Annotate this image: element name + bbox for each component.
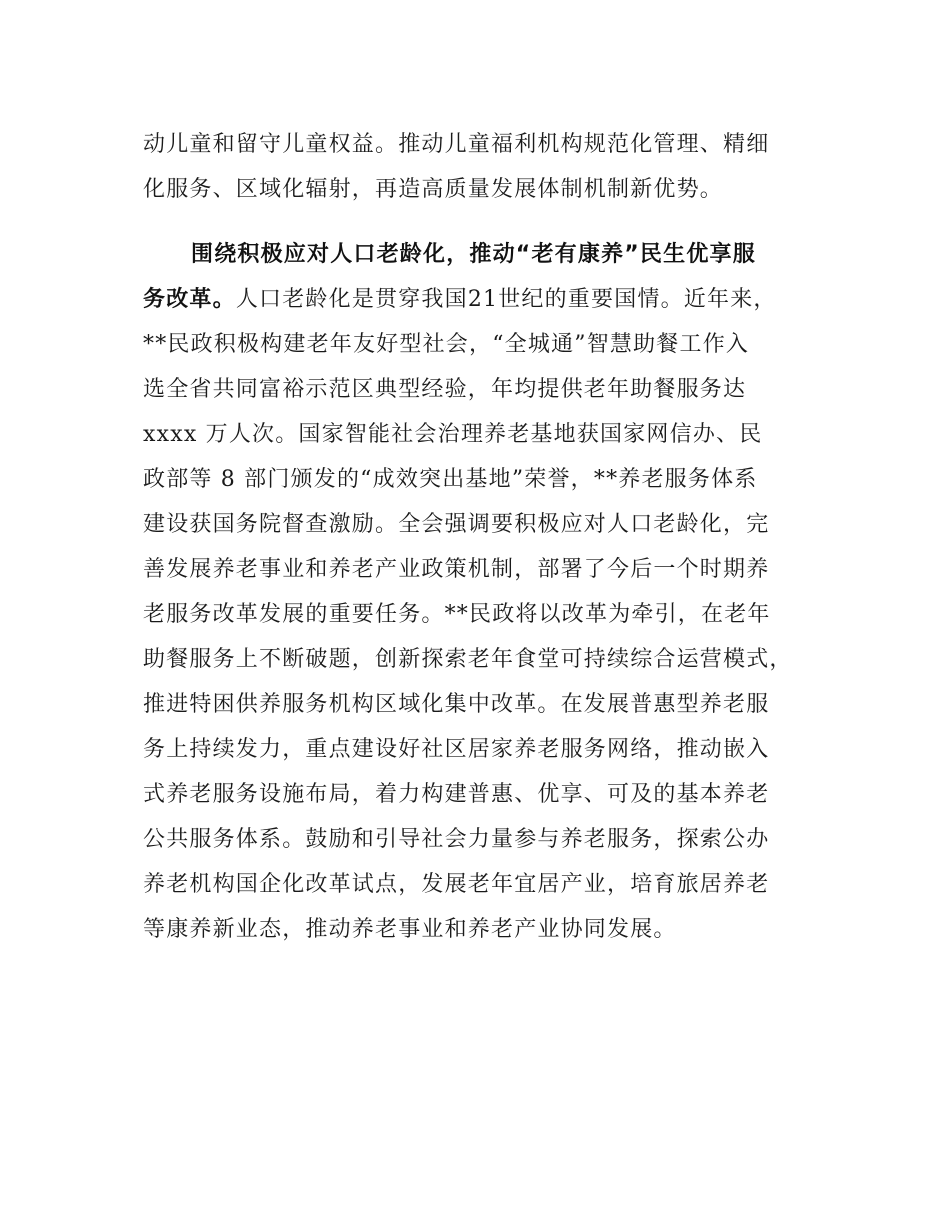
text-line: 式养老服务设施布局，着力构建普惠、优享、可及的基本养老	[143, 782, 770, 807]
text-span: 人口老龄化是贯穿我国21世纪的重要国情。近年来，	[235, 287, 777, 312]
text-line: 务上持续发力，重点建设好社区居家养老服务网络，推动嵌入	[143, 737, 770, 762]
text-line: 建设获国务院督查激励。全会强调要积极应对人口老龄化，完	[143, 512, 770, 537]
text-line: 老服务改革发展的重要任务。**民政将以改革为牵引，在老年	[143, 602, 771, 627]
text-line: 公共服务体系。鼓励和引导社会力量参与养老服务，探索公办	[143, 827, 770, 852]
text-line: 化服务、区域化辐射，再造高质量发展体制机制新优势。	[143, 177, 724, 202]
paragraph-heading-end: 务改革。	[143, 287, 236, 312]
text-line: 助餐服务上不断破题，创新探索老年食堂可持续综合运营模式，	[143, 647, 793, 672]
text-line: xxxx 万人次。国家智能社会治理养老基地获国家网信办、民	[143, 422, 763, 447]
text-line: 动儿童和留守儿童权益。推动儿童福利机构规范化管理、精细	[143, 132, 770, 157]
paragraph-heading: 围绕积极应对人口老龄化，推动“老有康养”民生优享服	[191, 242, 756, 267]
paragraph-2	[143, 232, 813, 952]
text-line: 选全省共同富裕示范区典型经验，年均提供老年助餐服务达	[143, 377, 747, 402]
text-line	[143, 277, 813, 322]
paragraph-1	[143, 122, 813, 212]
text-line: 推进特困供养服务机构区域化集中改革。在发展普惠型养老服	[143, 692, 770, 717]
text-line: **民政积极构建老年友好型社会，“全城通”智慧助餐工作入	[143, 332, 750, 357]
text-line: 等康养新业态，推动养老事业和养老产业协同发展。	[143, 917, 677, 942]
text-line: 善发展养老事业和养老产业政策机制，部署了今后一个时期养	[143, 557, 770, 582]
document-body	[143, 122, 813, 952]
text-line: 养老机构国企化改革试点，发展老年宜居产业，培育旅居养老	[143, 872, 770, 897]
text-line: 政部等 8 部门颁发的“成效突出基地”荣誉，**养老服务体系	[143, 467, 758, 492]
